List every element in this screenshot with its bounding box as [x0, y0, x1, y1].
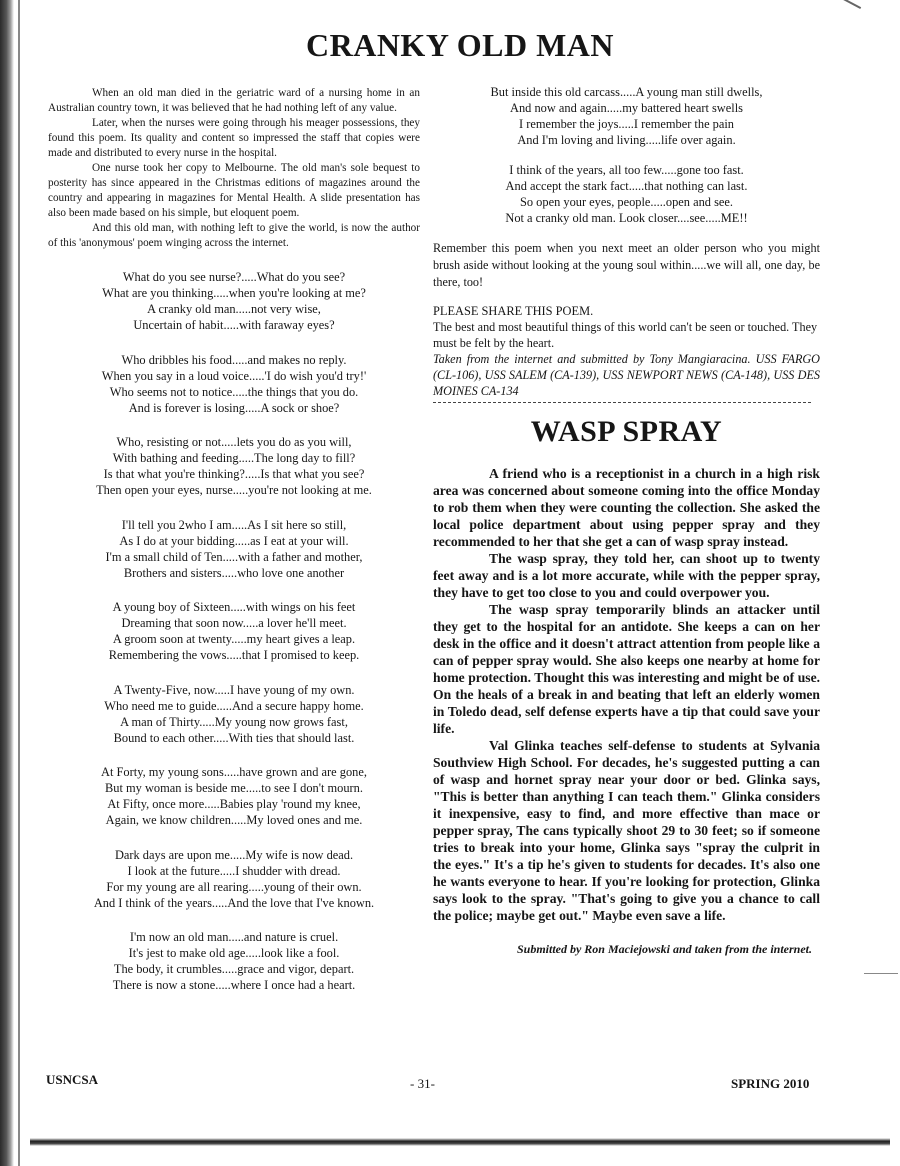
corner-scan-mark: [841, 0, 861, 9]
poem-line: For my young are all rearing.....young of their own.: [106, 879, 362, 894]
poem-stanza: [48, 352, 420, 416]
wasp-paragraph: A friend who is a receptionist in a church in a high risk area was concerned about someone coming into the office Monday to rob them when they were counting the collection. She asked the local police department about using pepper spray and they recommended to her that she get a can of wasp spray instead.: [433, 466, 820, 549]
right-column: [433, 84, 820, 957]
poem-line: Then open your eyes, nurse.....you're not looking at me.: [96, 483, 372, 497]
poem-line: So open your eyes, people.....open and see.: [520, 195, 733, 209]
poem-line: And I think of the years.....And the love that I've known.: [93, 895, 375, 910]
poem-line: At Fifty, once more.....Babies play 'round my knee,: [107, 797, 361, 811]
poem-line: A groom soon at twenty.....my heart gives a leap.: [112, 632, 356, 646]
poem-line: What are you thinking.....when you're looking at me?: [102, 286, 366, 300]
poem-line: Uncertain of habit.....with faraway eyes?: [133, 318, 335, 332]
poem-stanza: [48, 929, 420, 993]
page-number: - 31-: [410, 1076, 435, 1091]
share-heading: PLEASE SHARE THIS POEM.: [433, 304, 594, 318]
poem-line: There is now a stone.....where I once had a heart.: [112, 978, 356, 992]
poem-line: At Forty, my young sons.....have grown and are gone,: [101, 765, 367, 779]
share-body-text: The best and most beautiful things of this world can't be seen or touched. They must be felt by the heart.: [433, 320, 818, 350]
intro-paragraph: And this old man, with nothing left to give the world, is now the author of this 'anonymous' poem winging across the internet.: [48, 222, 420, 249]
poem-line: Dark days are upon me.....My wife is now dead.: [114, 847, 354, 862]
poem-line: I think of the years, all too few.....gone too fast.: [509, 163, 744, 177]
wasp-paragraph: The wasp spray, they told her, can shoot up to twenty feet away and is a lot more accurate, while with the pepper spray, they have to get too close to you and could overpower you.: [433, 551, 820, 600]
poem-line: Remembering the vows.....that I promised to keep.: [108, 648, 360, 662]
poem-line: I'll tell you 2who I am.....As I sit here so still,: [121, 517, 347, 532]
poem-line: But inside this old carcass.....A young man still dwells,: [490, 85, 763, 99]
article-title-cranky-old-man: CRANKY OLD MAN: [305, 27, 614, 63]
binding-shadow-line: [18, 0, 20, 1166]
article-title-wasp-spray: WASP SPRAY: [530, 415, 723, 448]
poem-line: I'm a small child of Ten.....with a father and mother,: [105, 549, 363, 564]
poem-line: A Twenty-Five, now.....I have young of my own.: [113, 682, 355, 697]
intro-paragraph: One nurse took her copy to Melbourne. The old man's sole bequest to posterity has since appeared in the Christmas editions of magazines around the country and appearing in magazines for Mental Health. A slide presentation has also been made based on his simple, but eloquent poem.: [48, 162, 420, 219]
poem-stanza: [433, 84, 820, 148]
poem-line: Who, resisting or not.....lets you do as you will,: [116, 435, 352, 449]
wasp-paragraph: The wasp spray temporarily blinds an attacker until they get to the hospital for an antidote. She keeps a can on her desk in the office and it doesn't attract attention from people like a can of pepper spray would. She also keeps one nearby at home for home protection. Thought this was interesting and might be of use. On the heals of a break in and beating that left an elderly women in Toledo dead, self defense experts have a tip that could save your life.: [433, 602, 820, 736]
page-binding-edge: [0, 0, 14, 1166]
poem-stanza: [48, 599, 420, 663]
dashed-separator: [433, 402, 811, 403]
poem-stanza: [48, 847, 420, 911]
poem-line: Not a cranky old man. Look closer....see.....ME!!: [505, 211, 748, 225]
poem-line: And I'm loving and living.....life over again.: [517, 133, 736, 147]
share-submission-credit: Taken from the internet and submitted by Tony Mangiaracina. USS FARGO (CL-106), USS SALEM (CA-139), USS NEWPORT NEWS (CA-148), USS DES MOINES CA-134: [433, 352, 820, 398]
wasp-submission-credit: Submitted by Ron Maciejowski and taken from the internet.: [516, 942, 812, 956]
poem-line: A man of Thirty.....My young now grows fast,: [120, 714, 348, 729]
poem-line: I'm now an old man.....and nature is cruel.: [129, 930, 339, 944]
poem-line: But my woman is beside me.....to see I don't mourn.: [105, 781, 363, 795]
poem-line: A young boy of Sixteen.....with wings on his feet: [112, 600, 356, 614]
poem-line: A cranky old man.....not very wise,: [147, 302, 321, 316]
poem-line: And accept the stark fact.....that nothing can last.: [505, 179, 748, 193]
poem-line: Dreaming that soon now.....a lover he'll meet.: [121, 616, 347, 630]
poem-line: And is forever is losing.....A sock or shoe?: [128, 400, 340, 415]
poem-stanza: [48, 434, 420, 498]
poem-line: It's jest to make old age.....look like a fool.: [128, 946, 340, 960]
wasp-spray-article: [433, 465, 820, 924]
poem-line: The body, it crumbles.....grace and vigor, depart.: [113, 962, 355, 976]
poem-line: Who need me to guide.....And a secure happy home.: [104, 698, 364, 713]
intro-paragraph: When an old man died in the geriatric ward of a nursing home in an Australian country town, it was believed that he had nothing left of any value.: [48, 87, 420, 114]
poem-line: As I do at your bidding.....as I eat at your will.: [119, 533, 349, 548]
poem-line: When you say in a loud voice.....'I do wish you'd try!': [101, 368, 367, 383]
poem-stanza: [433, 162, 820, 226]
left-column: [48, 86, 420, 1012]
bottom-rule: [30, 1138, 890, 1146]
poem-line: Who dribbles his food.....and makes no reply.: [121, 352, 347, 367]
poem-line: I remember the joys.....I remember the pain: [518, 117, 735, 131]
poem-line: Who seems not to notice.....the things that you do.: [109, 384, 359, 399]
poem-line: And now and again.....my battered heart swells: [510, 101, 743, 115]
wasp-paragraph: Val Glinka teaches self-defense to students at Sylvania Southview High School. For decades, he's suggested putting a can of wasp and hornet spray near your door or bed. Glinka says, "This is better than anything I can teach them." Glinka considers it inexpensive, easy to find, and more effective than mace or pepper spray, The cans typically shoot 29 to 30 feet; so if someone tries to break into your home, Glinka says "spray the culprit in the eyes." It's a tip he's given to students for decades. It's also one he wants everyone to hear. If you're looking for protection, Glinka says look to the spray. "That's going to give you a chance to call the police; maybe get out." Maybe even save a life.: [433, 738, 820, 923]
poem-line: Bound to each other.....With ties that should last.: [113, 730, 355, 745]
footer-issue: SPRING 2010: [731, 1076, 810, 1091]
poem-stanza: [48, 517, 420, 581]
poem-line: What do you see nurse?.....What do you see?: [122, 270, 346, 284]
poem-stanza: [48, 269, 420, 333]
remember-note: Remember this poem when you next meet an older person who you might brush aside without looking at the young soul within.....we will all, one day, be there, too!: [433, 241, 820, 289]
intro-paragraph: Later, when the nurses were going through his meager possessions, they found this poem. Its quality and content so impressed the staff that copies were made and distributed to every nurse in the hospital.: [48, 117, 420, 159]
margin-scan-mark: [864, 973, 898, 974]
poem-right-column: [433, 84, 820, 226]
poem-line: I look at the future.....I shudder with dread.: [127, 863, 341, 878]
poem-line: Brothers and sisters.....who love one another: [123, 565, 345, 580]
poem-line: Again, we know children.....My loved ones and me.: [105, 813, 363, 827]
poem-stanza: [48, 682, 420, 746]
poem-line: With bathing and feeding.....The long day to fill?: [112, 451, 356, 465]
poem-left-column: [48, 269, 420, 993]
poem-line: Is that what you're thinking?.....Is that what you see?: [103, 467, 365, 481]
poem-stanza: [48, 764, 420, 828]
footer-publication: USNCSA: [46, 1072, 99, 1087]
intro-text: [48, 86, 420, 251]
